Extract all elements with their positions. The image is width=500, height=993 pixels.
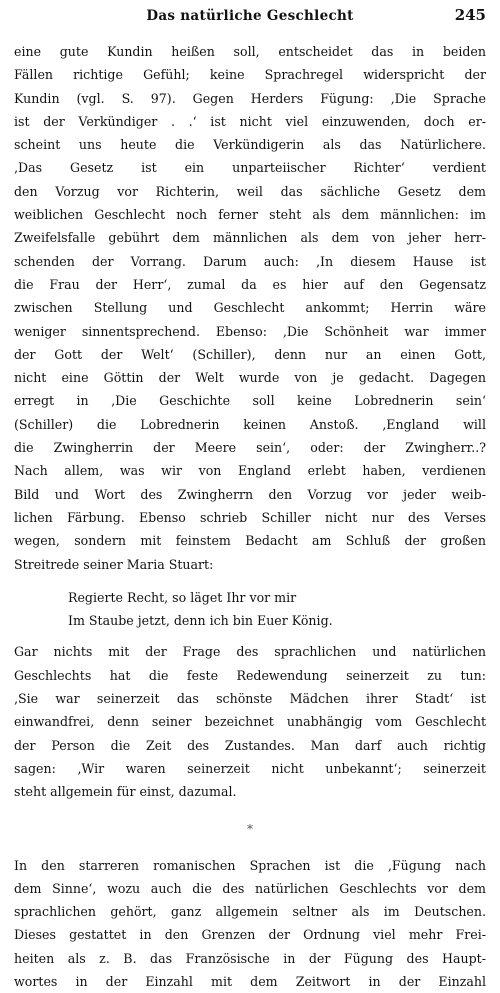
text-line: die Zwingherrin der Meere sein‘, oder: der Zwingherr..? <box>14 436 486 459</box>
text-line: weiblichen Geschlecht noch ferner steht als dem männlichen: im <box>14 203 486 226</box>
verse-line: Im Staube jetzt, denn ich bin Euer König. <box>68 609 486 632</box>
text-line: den Vorzug vor Richterin, weil das sächliche Gesetz dem <box>14 180 486 203</box>
page-number: 245 <box>446 6 486 24</box>
text-line: Gar nichts mit der Frage des sprachlichen und natürlichen <box>14 640 486 663</box>
text-line: scheint uns heute die Verkündigerin als das Natürlichere. <box>14 133 486 156</box>
text-line: ist der Verkündiger . .‘ ist nicht viel einzuwenden, doch er- <box>14 110 486 133</box>
text-line: (Schiller) die Lobrednerin keinen Anstoß. ‚England will <box>14 413 486 436</box>
text-line: Fällen richtige Gefühl; keine Sprachregel widerspricht der <box>14 63 486 86</box>
text-line: sprachlichen gehört, ganz allgemein seltner als im Deutschen. <box>14 900 486 923</box>
text-line: Kundin (vgl. S. 97). Gegen Herders Fügung: ‚Die Sprache <box>14 87 486 110</box>
text-line: einwandfrei, denn seiner bezeichnet unabhängig vom Geschlecht <box>14 710 486 733</box>
text-line: dem Sinne‘, wozu auch die des natürlichen Geschlechts vor dem <box>14 877 486 900</box>
text-line: heiten als z. B. das Französische in der Fügung des Haupt- <box>14 947 486 970</box>
text-line: wegen, sondern mit feinstem Bedacht am Schluß der großen <box>14 529 486 552</box>
paragraph-3 <box>14 854 486 993</box>
section-separator: * <box>14 804 486 854</box>
paragraph-1 <box>14 40 486 576</box>
text-line: zwischen Stellung und Geschlecht ankommt; Herrin wäre <box>14 296 486 319</box>
text-line: Bild und Wort des Zwingherrn den Vorzug vor jeder weib- <box>14 483 486 506</box>
text-line: Nach allem, was wir von England erlebt haben, verdienen <box>14 459 486 482</box>
text-line: der Person die Zeit des Zustandes. Man darf auch richtig <box>14 734 486 757</box>
text-line: steht allgemein für einst, dazumal. <box>14 780 486 803</box>
text-line: ‚Sie war seinerzeit das schönste Mädchen ihrer Stadt‘ ist <box>14 687 486 710</box>
book-page <box>14 6 486 919</box>
text-line: Zweifelsfalle gebührt dem männlichen als dem von jeher herr- <box>14 226 486 249</box>
text-line: ‚Das Gesetz ist ein unparteiischer Richter‘ verdient <box>14 156 486 179</box>
text-line: nicht eine Göttin der Welt wurde von je gedacht. Dagegen <box>14 366 486 389</box>
text-line: die Frau der Herr‘, zumal da es hier auf den Gegensatz <box>14 273 486 296</box>
text-line: Streitrede seiner Maria Stuart: <box>14 553 486 576</box>
text-line: Geschlechts hat die feste Redewendung seinerzeit zu tun: <box>14 664 486 687</box>
text-line: schenden der Vorrang. Darum auch: ‚In diesem Hause ist <box>14 250 486 273</box>
text-line: eine gute Kundin heißen soll, entscheidet das in beiden <box>14 40 486 63</box>
verse-quote <box>68 586 486 633</box>
paragraph-2 <box>14 640 486 803</box>
text-line: der Gott der Welt‘ (Schiller), denn nur an einen Gott, <box>14 343 486 366</box>
text-line: erregt in ‚Die Geschichte soll keine Lobrednerin sein‘ <box>14 389 486 412</box>
text-line: Dieses gestattet in den Grenzen der Ordnung viel mehr Frei- <box>14 923 486 946</box>
text-line: lichen Färbung. Ebenso schrieb Schiller nicht nur des Verses <box>14 506 486 529</box>
text-line: sagen: ‚Wir waren seinerzeit nicht unbekannt‘; seinerzeit <box>14 757 486 780</box>
header-title: Das natürliche Geschlecht <box>54 8 446 24</box>
text-line: weniger sinnentsprechend. Ebenso: ‚Die Schönheit war immer <box>14 320 486 343</box>
running-header <box>14 6 486 32</box>
verse-line: Regierte Recht, so läget Ihr vor mir <box>68 586 486 609</box>
text-line: In den starreren romanischen Sprachen ist die ‚Fügung nach <box>14 854 486 877</box>
text-line: wortes in der Einzahl mit dem Zeitwort in der Einzahl <box>14 970 486 993</box>
